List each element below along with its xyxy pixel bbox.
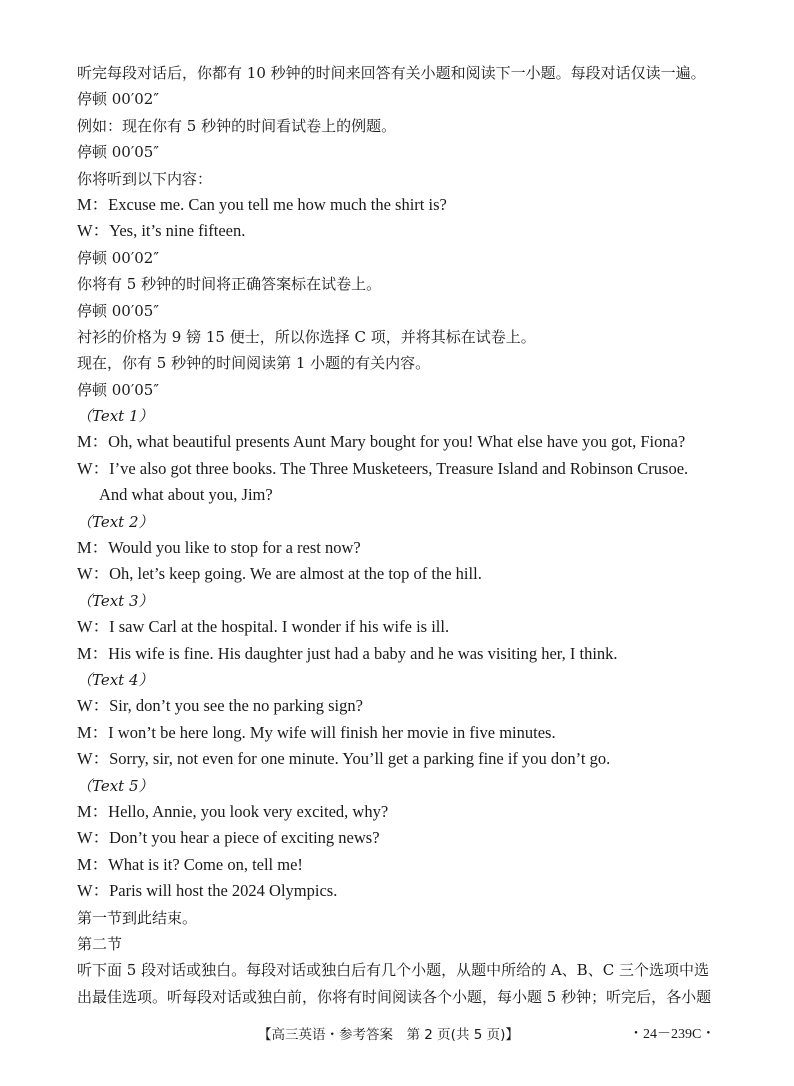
instruction-line: 你将有 5 秒钟的时间将正确答案标在试卷上。 <box>77 275 382 294</box>
dialogue-line: W：I saw Carl at the hospital. I wonder if his wife is ill. <box>77 617 450 637</box>
dialogue-line: M：Oh, what beautiful presents Aunt Mary bought for you! What else have you got, Fiona? <box>77 432 686 452</box>
dialogue-line: W：Sorry, sir, not even for one minute. You’ll get a parking fine if you don’t go. <box>77 749 611 769</box>
section-end: 第一节到此结束。 <box>77 908 198 927</box>
pause-marker: 停顿 00′02″ <box>77 248 159 267</box>
dialogue-line: W：Don’t you hear a piece of exciting news? <box>77 828 380 848</box>
dialogue-line: W：Sir, don’t you see the no parking sign? <box>77 696 363 716</box>
instruction-line: 出最佳选项。听每段对话或独白前，你将有时间阅读各个小题，每小题 5 秒钟；听完后，各小题 <box>77 987 712 1006</box>
text-heading: （Text 3） <box>77 591 154 610</box>
instruction-line: 你将听到以下内容： <box>77 169 213 188</box>
page-body <box>77 60 727 1010</box>
footer-page-info: 【高三英语・参考答案 第 2 页(共 5 页)】 <box>258 1027 519 1043</box>
pause-marker: 停顿 00′05″ <box>77 301 159 320</box>
dialogue-line: W：Paris will host the 2024 Olympics. <box>77 881 338 901</box>
instruction-line: 听完每段对话后，你都有 10 秒钟的时间来回答有关小题和阅读下一小题。每段对话仅读一遍。 <box>77 64 706 82</box>
text-heading: （Text 4） <box>77 670 154 689</box>
dialogue-line: M：His wife is fine. His daughter just had a baby and he was visiting her, I think. <box>77 643 618 663</box>
page-footer <box>0 1023 794 1047</box>
dialogue-line: M：What is it? Come on, tell me! <box>77 854 303 874</box>
footer-code: ・24－239C・ <box>629 1027 716 1042</box>
text-heading: （Text 1） <box>77 407 154 426</box>
instruction-line: 听下面 5 段对话或独白。每段对话或独白后有几个小题，从题中所给的 A、B、C 三个选项中选 <box>77 961 709 980</box>
pause-marker: 停顿 00′05″ <box>77 143 159 162</box>
dialogue-line: W：I’ve also got three books. The Three Musketeers, Treasure Island and Robinson Crusoe. <box>77 458 689 478</box>
text-heading: （Text 2） <box>77 512 154 531</box>
text-heading: （Text 5） <box>77 776 154 795</box>
dialogue-line: M：I won’t be here long. My wife will finish her movie in five minutes. <box>77 722 556 742</box>
instruction-line: 现在，你有 5 秒钟的时间阅读第 1 小题的有关内容。 <box>77 354 431 373</box>
dialogue-line: W：Yes, it’s nine fifteen. <box>77 221 246 241</box>
dialogue-line: M：Would you like to stop for a rest now? <box>77 538 361 558</box>
pause-marker: 停顿 00′05″ <box>77 380 159 399</box>
dialogue-line: And what about you, Jim? <box>99 485 273 505</box>
instruction-line: 例如：现在你有 5 秒钟的时间看试卷上的例题。 <box>77 116 397 135</box>
instruction-line: 衬衫的价格为 9 镑 15 便士，所以你选择 C 项，并将其标在试卷上。 <box>77 327 536 346</box>
dialogue-line: W：Oh, let’s keep going. We are almost at the top of the hill. <box>77 564 482 584</box>
dialogue-line: M：Excuse me. Can you tell me how much the shirt is? <box>77 194 447 214</box>
section-heading: 第二节 <box>77 934 123 953</box>
dialogue-line: M：Hello, Annie, you look very excited, why? <box>77 801 389 821</box>
pause-marker: 停顿 00′02″ <box>77 90 159 109</box>
